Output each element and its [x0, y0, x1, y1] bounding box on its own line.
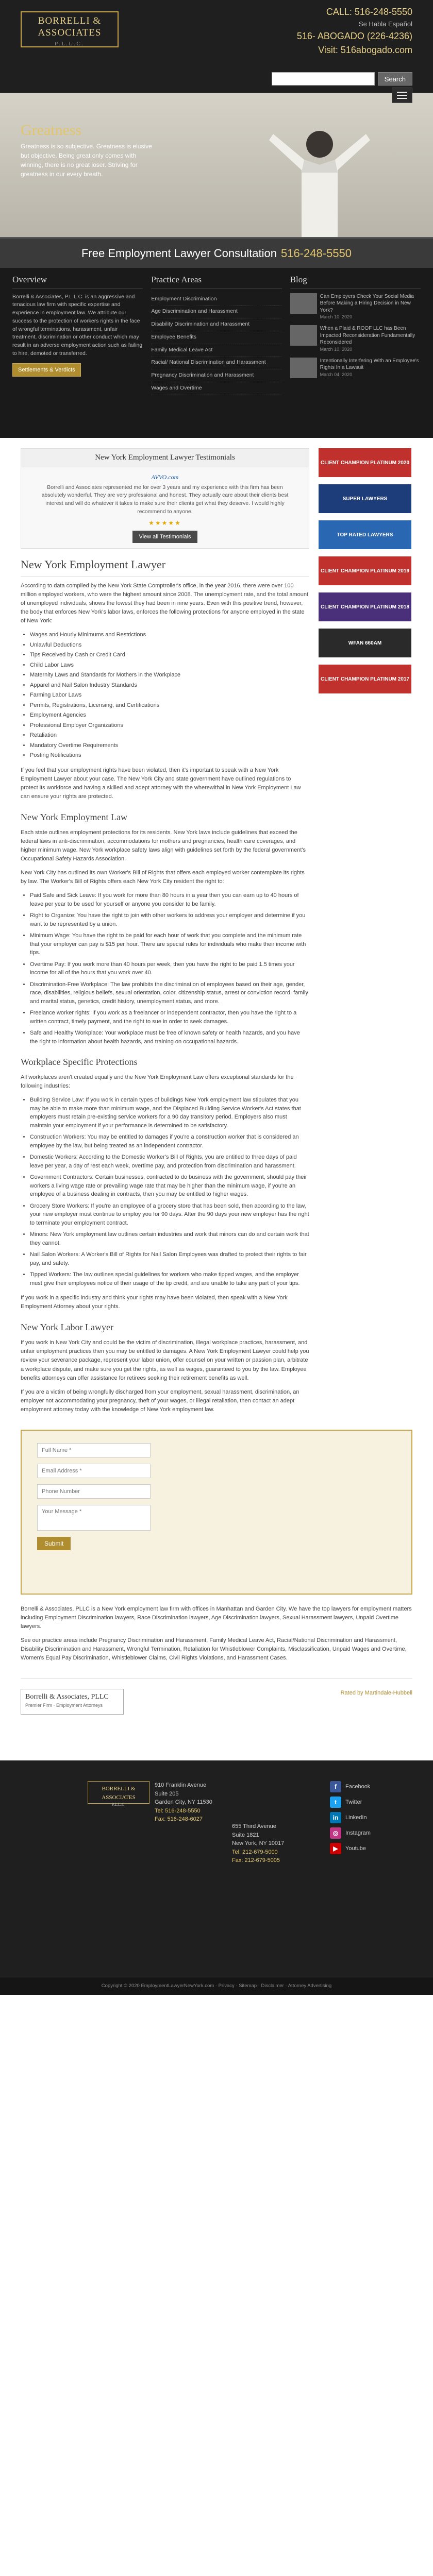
award-badge[interactable]: CLIENT CHAMPION PLATINUM 2019	[319, 556, 411, 585]
footer-logo[interactable]	[88, 1781, 149, 1807]
social-twitter[interactable]	[330, 1797, 371, 1808]
hero-title: Greatness	[21, 122, 82, 139]
logo-sub: P.L.L.C.	[55, 41, 85, 47]
office-garden-city	[155, 1781, 212, 1824]
mini-logo-sub: Premier Firm · Employment Attorneys	[25, 1703, 103, 1708]
social-facebook[interactable]	[330, 1781, 371, 1792]
call-phone[interactable]: CALL: 516-248-5550	[326, 7, 412, 17]
blog-item[interactable]	[290, 293, 421, 320]
logo-name: BORRELLI & ASSOCIATES	[38, 15, 102, 38]
blog-item[interactable]	[290, 325, 421, 352]
paragraph: If you are a victim of being wrongfully discharged from your employment, sexual harassment, discrimination, an employer not accommodating your pregnancy, theft of your wages, or illegal retaliation, then contact an adept employment attorney today with the knowledge of New York employment law.	[21, 1388, 299, 1413]
main-area	[0, 438, 433, 1419]
list-item: • Tips Received by Cash or Credit Card	[30, 651, 309, 659]
list-item: • Building Service Law: If you work in certain types of buildings New York employment law stipulates that you may be able to make more than minimum wage, and the Displaced Building Service Worker's Act states that employers must retain pre-existing service workers for a 90 day transitory period. Employers also must maintain your employment if your performance is determined to be satisfactory.	[30, 1096, 309, 1130]
protections-list	[30, 631, 309, 760]
practice-item[interactable]: Age Discrimination and Harassment	[151, 306, 281, 318]
linkedin-icon: in	[330, 1812, 341, 1823]
paragraph: New York City has outlined its own Worker's Bill of Rights that offers each employed worker contemplate its rights by law. The Worker's Bill of Rights offers each New York City resident the right to:	[21, 870, 305, 885]
list-item: • Mandatory Overtime Requirements	[30, 741, 309, 750]
copyright-bar: Copyright © 2020 EmploymentLawyerNewYork.com · Privacy · Sitemap · Disclaimer · Attorney Advertising	[0, 1977, 433, 1995]
list-item: • Minors: New York employment law outlines certain industries and work that minors can do and certain work that they cannot.	[30, 1230, 309, 1247]
blog-title: Blog	[290, 273, 421, 289]
specific-list	[30, 1096, 309, 1287]
hero-banner	[0, 93, 433, 237]
list-item: • Nail Salon Workers: A Worker's Bill of Rights for Nail Salon Employees was drafted to protect their rights to fair pay, and safety.	[30, 1250, 309, 1267]
blog-item[interactable]	[290, 358, 421, 378]
social-instagram[interactable]	[330, 1827, 371, 1839]
paragraph: Each state outlines employment protections for its residents. New York laws include guidelines that exceed the federal laws in anti-discrimination, accommodations for mothers and pregnancies, health care coverages, and higher minimum wage. New York workplace safety laws align with guidelines set forth by the federal government's Occupational Safety Hazards Association.	[21, 829, 306, 862]
list-item: • Domestic Workers: According to the Domestic Worker's Bill of Rights, you are entitled to three days of paid leave per year, a day of rest each week, overtime pay, and protection from discrimination and harassment.	[30, 1153, 309, 1170]
list-item: • Wages and Hourly Minimums and Restrictions	[30, 631, 309, 639]
practice-column	[147, 268, 286, 428]
firm-mini-logo[interactable]	[21, 1689, 124, 1715]
list-item: • Maternity Laws and Standards for Mothers in the Workplace	[30, 671, 309, 680]
hero-text: Greatness is so subjective. Greatness is elusive but objective. Being great only comes with winning, there is no great loser. Striving for greatness in our every breath.	[21, 143, 152, 178]
social-linkedin[interactable]	[330, 1812, 371, 1823]
paragraph: If you work in New York City and could be the victim of discrimination, illegal workplace practices, harassment, and unfair employment practices then you may be entitled to damages. A New York Employment Lawyer could help you review your severance package, represent your labor union, offer counsel on your written or passion plan, arbitrate a workplace dispute, and make sure you get the rights, as well as wages, guaranteed to you by the law. Employee benefits attorneys can offer assistance for retirees seeking their retirement benefits as well.	[21, 1340, 309, 1381]
award-badge[interactable]: CLIENT CHAMPION PLATINUM 2017	[319, 665, 411, 693]
social-youtube[interactable]	[330, 1843, 371, 1854]
site-header	[0, 0, 433, 93]
section-heading: Workplace Specific Protections	[21, 1057, 138, 1067]
search-button[interactable]: Search	[378, 72, 412, 86]
blog-column	[286, 268, 425, 428]
office-address: 910 Franklin Avenue	[155, 1782, 207, 1789]
blog-thumbnail	[290, 293, 317, 314]
list-item: • Government Contractors: Certain businesses, contracted to do business with the government, should pay their workers a living wage rate or prevailing wage rate that may be higher than the minimum wage, if you're an employee of a business dealing in contracts, then you may be entitled to higher wages.	[30, 1173, 309, 1199]
submit-button[interactable]: Submit	[37, 1537, 71, 1550]
list-item: • Posting Notifications	[30, 751, 309, 760]
office-address: Suite 1821	[232, 1832, 259, 1838]
award-badge[interactable]: SUPER LAWYERS	[319, 484, 411, 513]
blog-item-title: Intentionally Interfering With an Employee's Rights In a Lawsuit	[320, 358, 419, 371]
site-logo[interactable]	[21, 11, 119, 47]
blog-item-date: March 10, 2020	[320, 346, 353, 352]
list-item: • Retaliation	[30, 731, 309, 740]
paragraph: Borrelli & Associates, PLLC is a New York employment law firm with offices in Manhattan and Garden City. We have the top lawyers for employment matters including Employment Discrimination lawyers, Race Discrimination lawyers, Age Discrimination lawyers, Sexual Harassment lawyers, Unpaid Overtime lawyers.	[21, 1605, 412, 1630]
main-content	[21, 448, 309, 1419]
consultation-cta[interactable]	[0, 237, 433, 268]
social-label: Facebook	[345, 1783, 371, 1790]
list-item: • Unlawful Deductions	[30, 641, 309, 650]
list-item: • Construction Workers: You may be entitled to damages if you're a construction worker that is considered an employee by the law, but being treated as an independent contractor.	[30, 1133, 309, 1150]
youtube-icon: ▶	[330, 1843, 341, 1854]
hero-man-illustration	[253, 103, 387, 237]
twitter-icon: t	[330, 1797, 341, 1808]
mini-logo-name: Borrelli & Associates, PLLC	[25, 1693, 109, 1701]
testimonial-card	[21, 467, 309, 549]
rating-stars-icon: ★★★★★	[148, 519, 181, 527]
office-address: 655 Third Avenue	[232, 1823, 276, 1830]
paragraph: If you work in a specific industry and think your rights may have been violated, then speak with a New York Employment Attorney about your rights.	[21, 1295, 288, 1310]
blog-thumbnail	[290, 358, 317, 378]
site-footer	[0, 1760, 433, 1977]
practice-title: Practice Areas	[151, 273, 281, 289]
testimonials-title: New York Employment Lawyer Testimonials	[21, 448, 309, 467]
social-label: Youtube	[345, 1845, 366, 1852]
phone-field[interactable]	[37, 1484, 151, 1499]
instagram-icon: ◎	[330, 1827, 341, 1839]
blog-item-title: When a Plaid & ROOF LLC has Been Impacted Reconsideration Fundamentally Reconsidered	[320, 326, 415, 346]
list-item: • Discrimination-Free Workplace: The law prohibits the discrimination of employees based on their age, gender, race, disabilities, religious beliefs, sexual orientation, color, citizenship status, arrest or conviction record, family and marital status, genetics, credit history, unemployment status, and more.	[30, 980, 309, 1006]
list-item: • Apparel and Nail Salon Industry Standards	[30, 681, 309, 690]
office-phone[interactable]: Tel: 212-679-5000	[232, 1849, 278, 1855]
office-phone[interactable]: Tel: 516-248-5550	[155, 1807, 201, 1814]
office-fax: Fax: 516-248-6027	[155, 1816, 203, 1823]
list-item: • Tipped Workers: The law outlines special guidelines for workers who make tipped wages, and the employer must give their employees notice of their usage of the tip credit, and are unable to take any part of your tips.	[30, 1270, 309, 1287]
footer-logo-name: BORRELLI & ASSOCIATES	[102, 1786, 136, 1801]
footer-logo-sub: P.L.L.C.	[111, 1802, 126, 1807]
list-item: • Grocery Store Workers: If you're an employee of a grocery store that has been sold, then according to the law, your new employer must continue to employ you for 90 days. After the 90 days your new employer has the right to terminate your employment contract.	[30, 1202, 309, 1228]
message-field[interactable]	[37, 1505, 151, 1531]
page-title: New York Employment Lawyer	[21, 556, 309, 577]
practice-list	[151, 293, 281, 395]
list-item: • Safe and Healthy Workplace: Your workplace must be free of known safety or health hazards, and you have the right to information about health hazards, and training on occupational hazards.	[30, 1029, 309, 1046]
paragraph: All workplaces aren't created equally and the New York Employment Law offers exceptional standards for the following industries:	[21, 1074, 294, 1090]
cta-label: Free Employment Lawyer Consultation	[81, 247, 277, 260]
email-field[interactable]	[37, 1464, 151, 1478]
rights-list	[30, 891, 309, 1046]
award-badge[interactable]: WFAN 660AM	[319, 629, 411, 657]
list-item: • Paid Safe and Sick Leave: If you work for more than 80 hours in a year then you can earn up to 40 hours of leave per year to be used for yourself or anyone you consider to be family.	[30, 891, 309, 908]
office-fax: Fax: 212-679-5005	[232, 1857, 280, 1864]
hamburger-menu-icon[interactable]	[392, 88, 412, 103]
search-input[interactable]	[272, 72, 375, 86]
office-address: Suite 205	[155, 1790, 179, 1797]
cta-phone[interactable]: 516-248-5550	[281, 247, 352, 260]
espanol-label: Se Habla Español	[358, 20, 412, 28]
practice-item[interactable]: Employee Benefits	[151, 331, 281, 344]
view-testimonials-button[interactable]: View all Testimonials	[132, 531, 197, 544]
search-bar	[272, 72, 412, 86]
list-item: • Farming Labor Laws	[30, 691, 309, 700]
social-label: LinkedIn	[345, 1814, 367, 1821]
social-label: Instagram	[345, 1829, 371, 1836]
practice-item[interactable]: Family Medical Leave Act	[151, 344, 281, 357]
name-field[interactable]	[37, 1443, 151, 1458]
social-label: Twitter	[345, 1799, 362, 1805]
overview-column	[8, 268, 147, 428]
info-columns	[0, 268, 433, 438]
list-item: • Child Labor Laws	[30, 661, 309, 670]
section-heading: New York Labor Lawyer	[21, 1322, 113, 1333]
intro-paragraph: According to data compiled by the New York State Comptroller's office, in the year 2016, there were over 100 million employed workers, who were the highest amount since 2008. The unemployment rate, and the total amount of unemployed individuals, shows the lowest they had been in nine years. Even with this positive trend, however, the body that enforces New York's labor laws, enforces the following protections for anyone employed in the state of New York:	[21, 583, 309, 624]
blog-item-title: Can Employers Check Your Social Media Before Making a Hiring Decision in New York?	[320, 293, 414, 313]
award-sidebar	[319, 448, 411, 1419]
list-item: • Freelance worker rights: If you work as a freelancer or independent contractor, then you have the right to a written contract, timely payment, and the right to sue in order to seek damages.	[30, 1009, 309, 1026]
practice-item[interactable]: Disability Discrimination and Harassment	[151, 318, 281, 331]
paragraph: See our practice areas include Pregnancy Discrimination and Harassment, Family Medical Leave Act, Racial/National Discrimination and Harassment, Disability Discrimination and Harassment, Wrongful Termination, Retaliation for Whistleblower Complaints, Misclassification, Unpaid Wages and Overtime, Women's Equal Pay Discrimination, Whistleblower Claims, Civil Rights Violations, and Harassment Cases.	[21, 1637, 407, 1661]
practice-item[interactable]: Employment Discrimination	[151, 293, 281, 306]
blog-item-date: March 04, 2020	[320, 371, 353, 377]
paragraph: If you feel that your employment rights have been violated, then it's important to speak with a New York Employment Lawyer about your case. The New York City and state government have outlined regulations to protect its workforce and having a skilled and adept attorney with the wherewithal in New York Employment Law can ensure your rights are protected.	[21, 767, 301, 800]
blog-item-date: March 10, 2020	[320, 314, 353, 319]
practice-item[interactable]: Wages and Overtime	[151, 382, 281, 395]
testimonial-text: Borrelli and Associates represented me for over 3 years and my experience with this firm has been absolutely wonderful. They are very professional and honest. They actually care about their clients best interest and will do whatever it takes to make sure their clients get what they deserve. I would highly recommend to anyone.	[41, 484, 289, 515]
list-item: • Minimum Wage: You have the right to be paid for each hour of work that you complete and the minimum rate that your employer can pay is $15 per hour. There are special rules for individuals who make their income with tips.	[30, 931, 309, 957]
bottom-text	[0, 1605, 433, 1663]
facebook-icon: f	[330, 1781, 341, 1792]
header-contact	[297, 5, 412, 57]
section-heading: New York Employment Law	[21, 811, 127, 822]
rating-link[interactable]: Rated by Martindale-Hubbell	[340, 1690, 412, 1697]
practice-item[interactable]: Racial/ National Discrimination and Harassment	[151, 357, 281, 369]
award-badge[interactable]: TOP RATED LAWYERS	[319, 520, 411, 549]
office-address: New York, NY 10017	[232, 1840, 285, 1847]
list-item: • Permits, Registrations, Licensing, and Certifications	[30, 701, 309, 710]
overview-title: Overview	[12, 273, 143, 289]
list-item: • Overtime Pay: If you work more than 40 hours per week, then you have the right to be paid 1.5 times your income for all of the hours that you work over 40.	[30, 960, 309, 977]
abogado-site-link[interactable]: Visit: 516abogado.com	[318, 44, 412, 55]
award-badge[interactable]: CLIENT CHAMPION PLATINUM 2018	[319, 592, 411, 621]
office-address: Garden City, NY 11530	[155, 1799, 212, 1806]
list-item: • Employment Agencies	[30, 711, 309, 720]
list-item: • Right to Organize: You have the right to join with other workers to address your employer and determine if you want to be represented by a union.	[30, 911, 309, 928]
pre-footer	[21, 1678, 412, 1740]
blog-thumbnail	[290, 325, 317, 346]
list-item: • Professional Employer Organizations	[30, 721, 309, 730]
abogado-phone[interactable]: 516- ABOGADO (226-4236)	[296, 30, 412, 41]
award-badge[interactable]: CLIENT CHAMPION PLATINUM 2020	[319, 448, 411, 477]
practice-item[interactable]: Pregnancy Discrimination and Harassment	[151, 369, 281, 382]
office-new-york	[232, 1822, 284, 1865]
testimonial-source: AVVO.com	[151, 473, 179, 481]
overview-text: Borrelli & Associates, P.L.L.C. is an aggressive and tenacious law firm with specific expertise and experience in employment law. We attribute our success to the protection of workers rights in the face of wrongful terminations, harassment, unfair treatment, discrimination or other conduct which may result in an adverse employment action such as failing to hire, demoted or transferred.	[12, 293, 143, 357]
contact-form	[21, 1430, 412, 1595]
settlements-button[interactable]: Settlements & Verdicts	[12, 363, 81, 377]
social-links	[330, 1781, 371, 1858]
